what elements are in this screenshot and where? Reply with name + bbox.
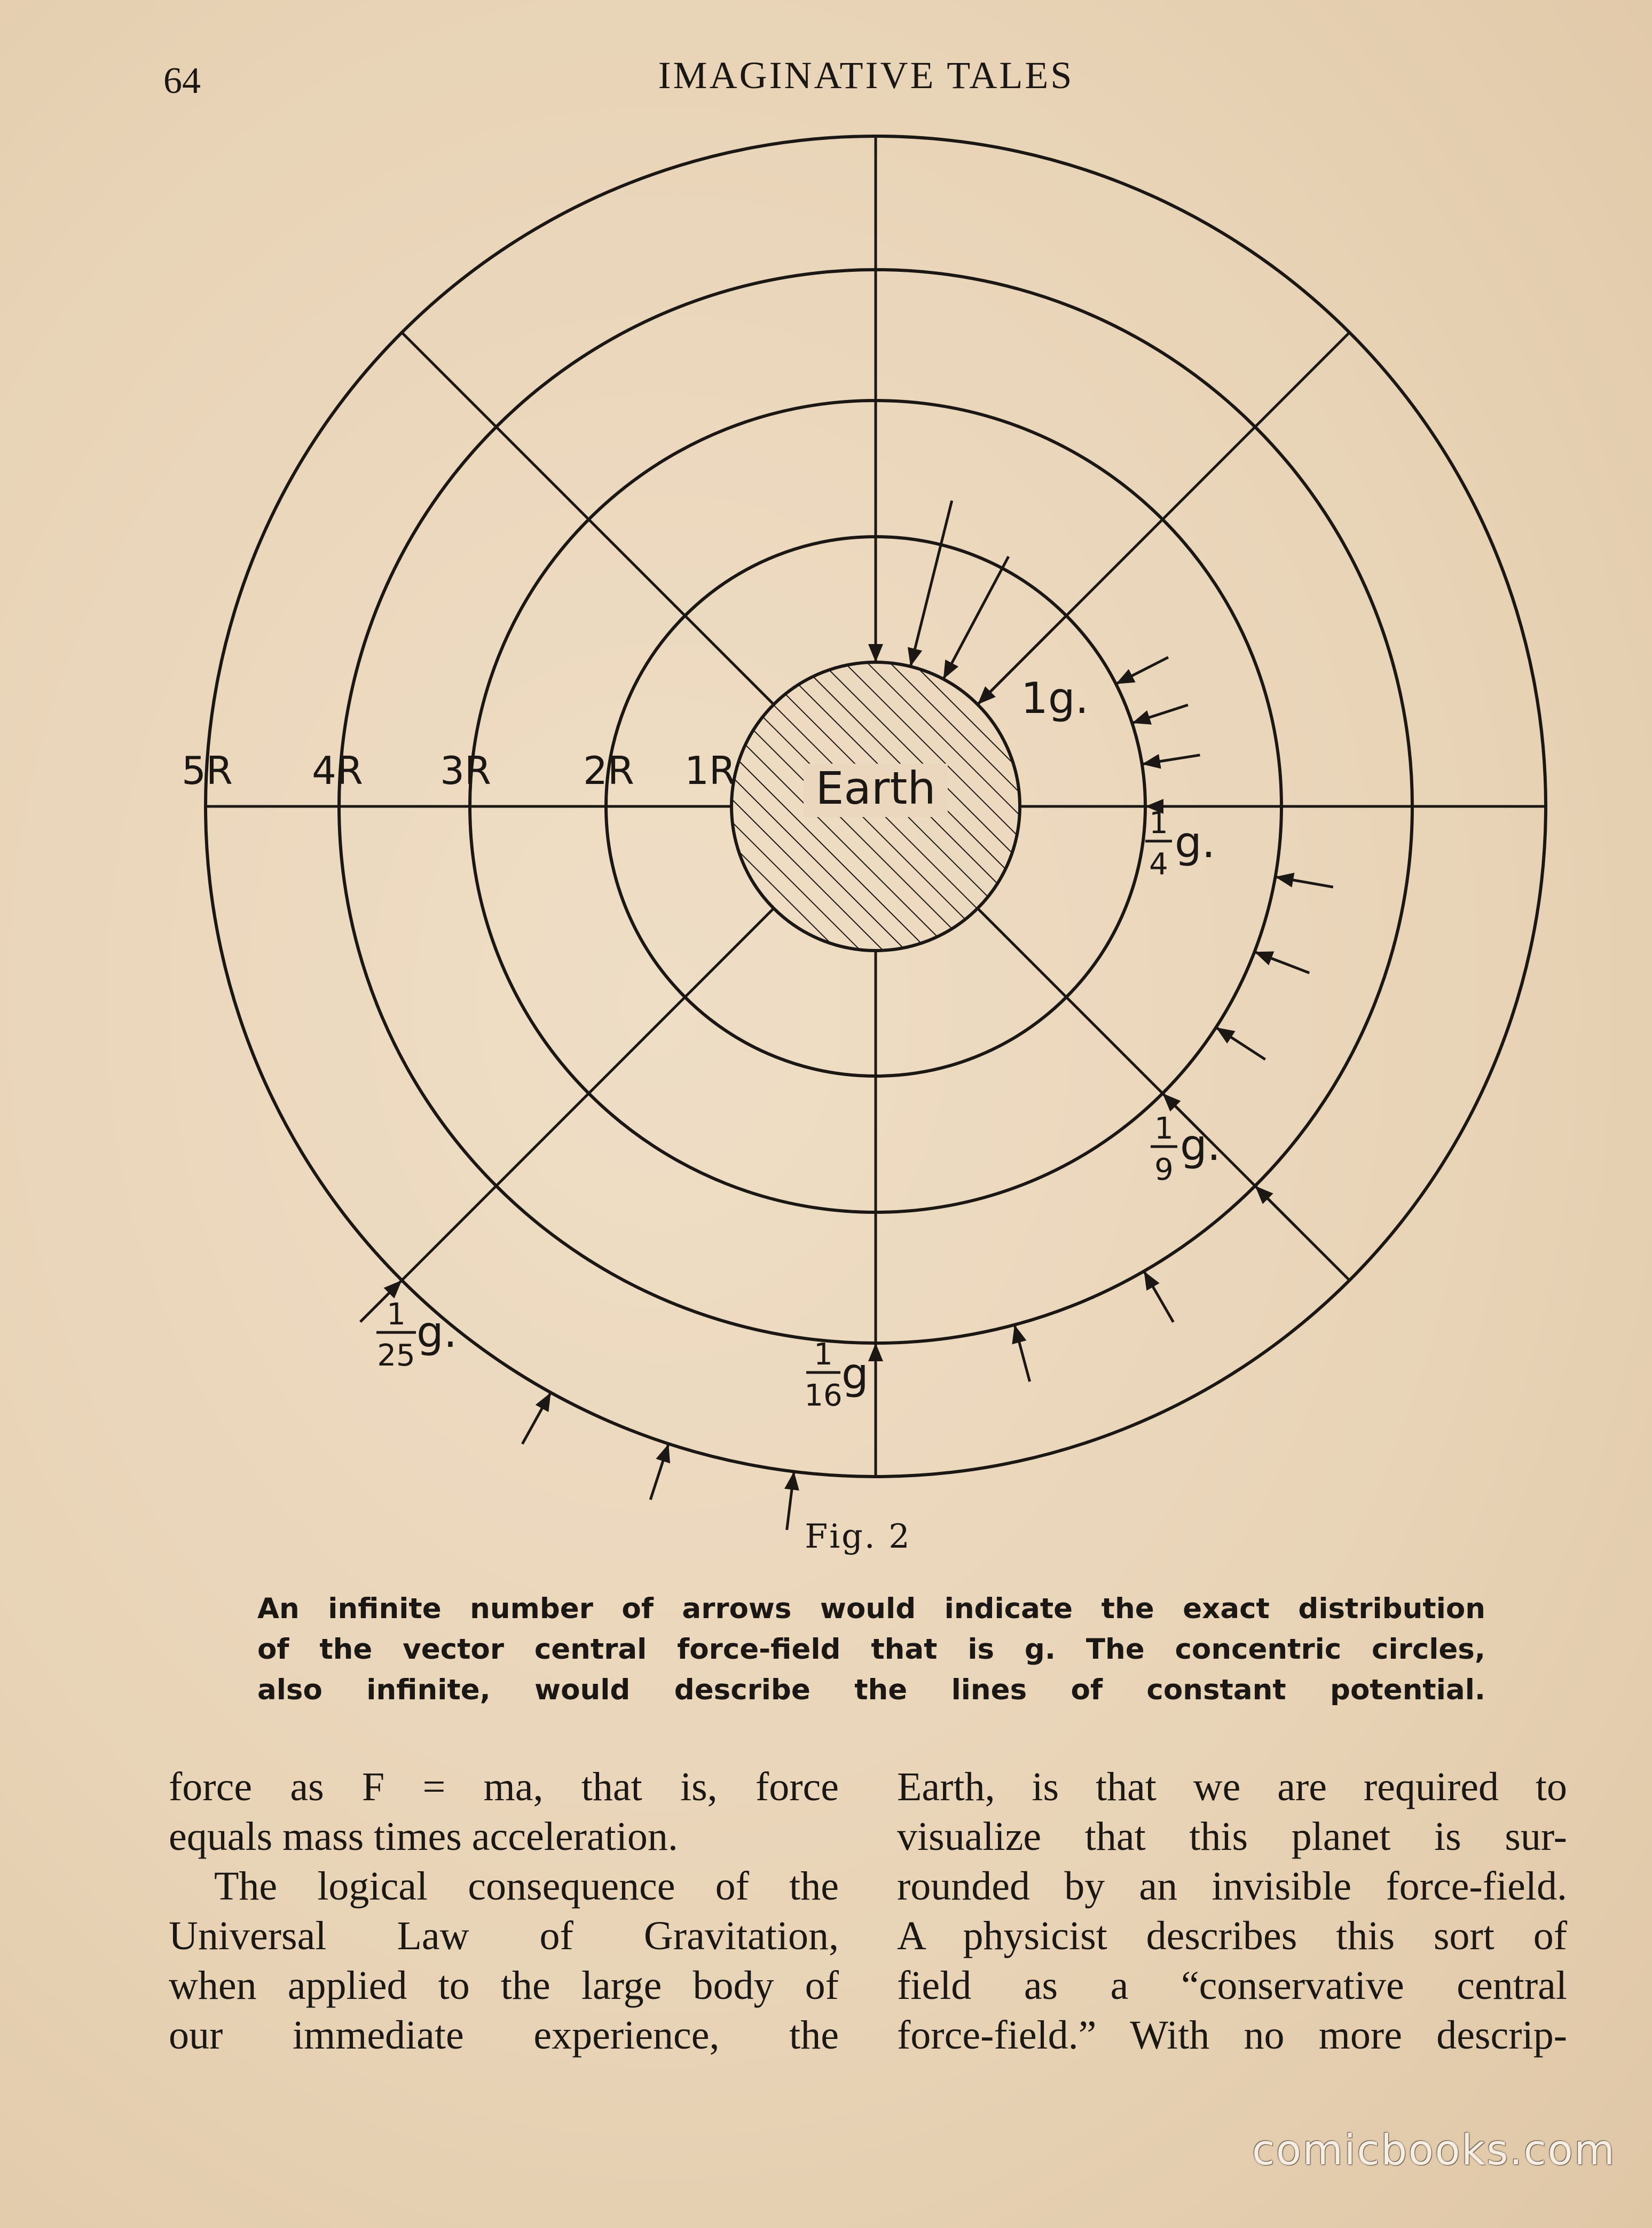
force-arrow-head <box>868 1343 883 1361</box>
force-arrow-head <box>868 644 883 662</box>
field-label-4r <box>804 1337 868 1413</box>
force-arrow-head <box>1132 710 1152 725</box>
field-label-3r <box>1151 1111 1221 1187</box>
svg-text:1: 1 <box>1154 1111 1174 1146</box>
radius-label-5r: 5R <box>182 748 233 793</box>
caption-line: of the vector central force-field that is g. The concentric circles, <box>257 1633 1485 1666</box>
force-arrow-head <box>1255 951 1275 965</box>
svg-text:1: 1 <box>387 1297 406 1332</box>
svg-text:g.: g. <box>1175 818 1216 867</box>
caption-line: also infinite, would describe the lines of constant potential. <box>257 1674 1485 1706</box>
page-number: 64 <box>163 60 201 101</box>
force-arrow-head <box>784 1472 799 1490</box>
svg-text:4: 4 <box>1149 847 1168 882</box>
body-line: when applied to the large body of <box>169 1963 839 2008</box>
force-arrow <box>943 556 1009 679</box>
svg-text:g.: g. <box>1180 1120 1221 1170</box>
body-line: rounded by an invisible force-field. <box>897 1864 1567 1909</box>
body-line: Universal Law of Gravitation, <box>169 1913 839 1958</box>
force-arrow <box>910 501 951 666</box>
radius-label-2r: 2R <box>583 748 634 793</box>
body-line: force-field.” With no more descrip- <box>897 2013 1567 2058</box>
body-line: field as a “conservative central <box>897 1963 1567 2008</box>
force-arrow-head <box>1142 754 1161 769</box>
force-arrow-head <box>1216 1027 1235 1044</box>
radial-line <box>402 908 774 1281</box>
body-column-right <box>897 1762 1567 2060</box>
body-line: The logical consequence of the <box>214 1864 839 1909</box>
field-label-5r <box>376 1297 457 1373</box>
figure-caption <box>257 1589 1485 1711</box>
figure-label: Fig. 2 <box>805 1517 911 1556</box>
field-label-1r: 1g. <box>1021 673 1089 723</box>
body-column-left <box>169 1762 839 2060</box>
force-arrow-head <box>1275 873 1294 888</box>
body-line: A physicist describes this sort of <box>897 1913 1567 1958</box>
force-arrow-head <box>1144 1271 1160 1290</box>
radius-label-4r: 4R <box>312 748 363 793</box>
body-line: Earth, is that we are required to <box>897 1764 1567 1809</box>
radial-line <box>402 333 774 705</box>
force-arrow-head <box>1012 1325 1026 1344</box>
svg-text:g: g <box>841 1349 869 1399</box>
body-line: visualize that this planet is sur- <box>897 1814 1567 1859</box>
caption-line: An infinite number of arrows would indicate the exact distribution <box>257 1592 1485 1625</box>
svg-text:1: 1 <box>814 1337 833 1372</box>
running-head: IMAGINATIVE TALES <box>658 54 1074 97</box>
body-line: equals mass times acceleration. <box>169 1814 678 1859</box>
svg-text:g.: g. <box>416 1307 458 1357</box>
radius-label-1r: 1R <box>685 748 736 793</box>
earth-label: Earth <box>815 762 936 814</box>
field-label-2r <box>1145 806 1215 882</box>
svg-text:16: 16 <box>804 1378 843 1413</box>
force-arrow-head <box>908 647 922 666</box>
svg-text:25: 25 <box>377 1338 415 1373</box>
svg-text:1: 1 <box>1149 806 1168 841</box>
svg-text:9: 9 <box>1154 1152 1174 1187</box>
body-line: force as F = ma, that is, force <box>169 1764 839 1809</box>
radius-label-3r: 3R <box>440 748 491 793</box>
watermark: comicbooks.com <box>1252 2127 1616 2175</box>
force-arrow-head <box>656 1444 670 1464</box>
body-line: our immediate experience, the <box>169 2013 839 2058</box>
